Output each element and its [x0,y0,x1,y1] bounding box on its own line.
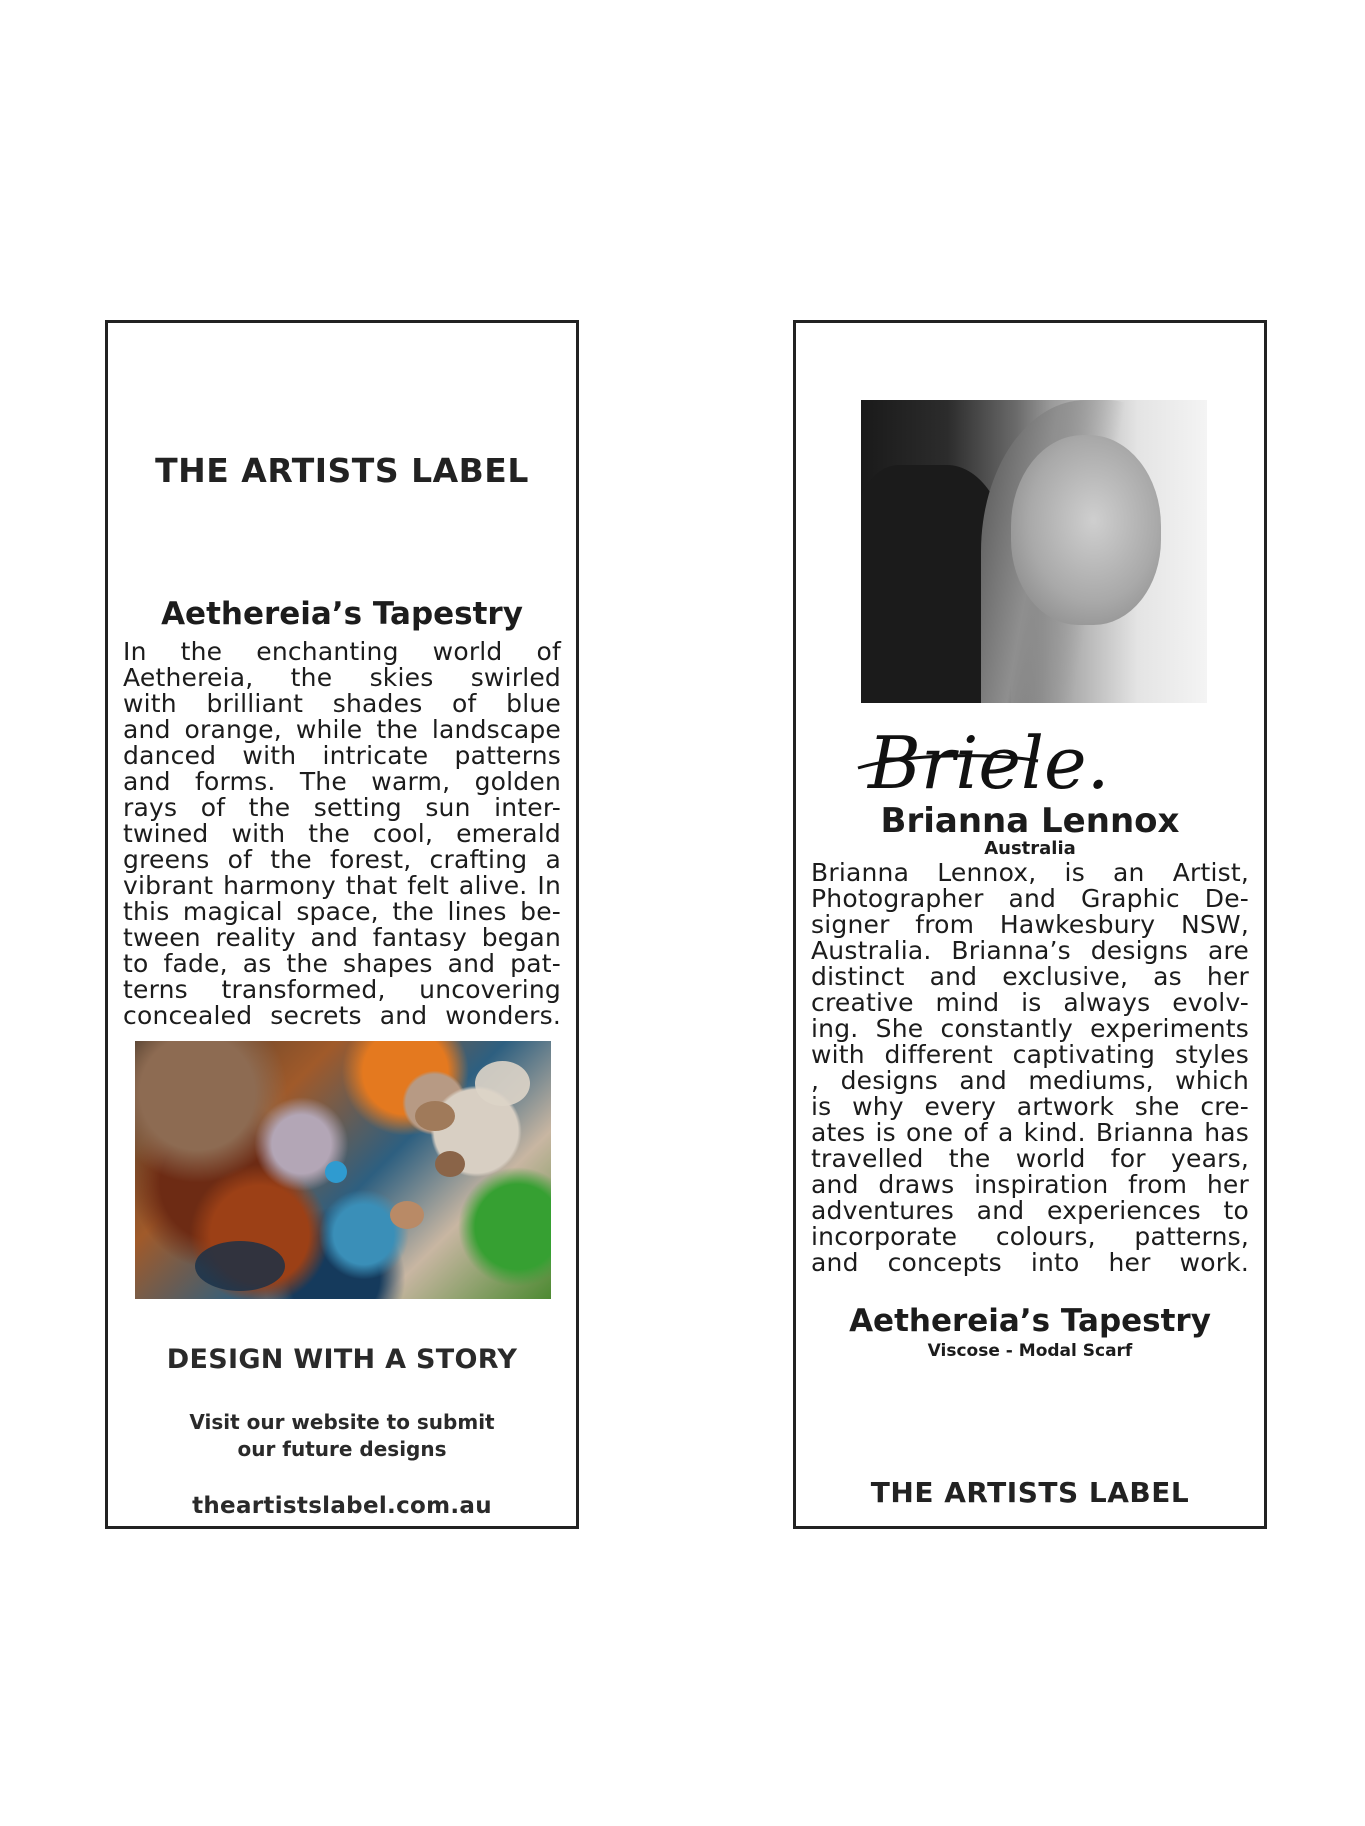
bio-line: travelled the world for years, [811,1144,1249,1173]
bio-line: incorporate colours, patterns, [811,1222,1249,1251]
story-line: tween reality and fantasy began [123,923,561,952]
story-line: and orange, while the landscape [123,715,561,744]
brand-heading: THE ARTISTS LABEL [870,1476,1190,1509]
design-title: Aethereia’s Tapestry [161,596,523,632]
story-line: twined with the cool, emerald [123,819,561,848]
bio-line: creative mind is always evolv- [811,988,1249,1017]
tagline: DESIGN WITH A STORY [166,1344,518,1375]
design-story-text [123,639,561,1029]
artist-country: Australia [984,838,1076,859]
story-line: with brilliant shades of blue [123,689,561,718]
artwork-label-card [105,320,579,1529]
bio-line: distinct and exclusive, as her [811,962,1249,991]
story-line: Aethereia, the skies swirled [123,663,561,692]
bio-line: and concepts into her work. [811,1248,1249,1277]
visit-text [108,1409,576,1463]
bio-line: ates is one of a kind. Brianna has [811,1118,1249,1147]
bio-line: signer from Hawkesbury NSW, [811,910,1249,939]
artist-portrait [861,400,1207,703]
story-line: rays of the setting sun inter- [123,793,561,822]
story-line: and forms. The warm, golden [123,767,561,796]
material-text: Viscose - Modal Scarf [927,1341,1133,1361]
bio-line: Brianna Lennox, is an Artist, [811,858,1249,887]
story-line: to fade, as the shapes and pat- [123,949,561,978]
story-line: terns transformed, uncovering [123,975,561,1004]
artist-bio-text [811,860,1249,1276]
story-line: danced with intricate patterns [123,741,561,770]
story-line: concealed secrets and wonders. [123,1001,561,1030]
artist-name: Brianna Lennox [880,801,1180,841]
bio-line: and draws inspiration from her [811,1170,1249,1199]
bio-line: Australia. Brianna’s designs are [811,936,1249,965]
story-line: vibrant harmony that felt alive. In [123,871,561,900]
portrait-face [1011,435,1161,625]
bio-line: adventures and experiences to [811,1196,1249,1225]
story-line: greens of the forest, crafting a [123,845,561,874]
bio-line: is why every artwork she cre- [811,1092,1249,1121]
bio-line: , designs and mediums, which [811,1066,1249,1095]
design-title: Aethereia’s Tapestry [849,1303,1211,1339]
brand-heading: THE ARTISTS LABEL [155,451,529,490]
story-line: In the enchanting world of [123,637,561,666]
bio-line: ing. She constantly experiments [811,1014,1249,1043]
bio-line: with different captivating styles [811,1040,1249,1069]
artwork-image [135,1041,551,1299]
visit-line: Visit our website to submit [189,1410,495,1434]
artist-signature [848,713,1218,813]
bio-line: Photographer and Graphic De- [811,884,1249,913]
visit-line: our future designs [237,1437,447,1461]
signature-text: Briele. [868,721,1110,805]
story-line: this magical space, the lines be- [123,897,561,926]
artist-profile-card [793,320,1267,1529]
website-link[interactable]: theartistslabel.com.au [192,1493,492,1519]
